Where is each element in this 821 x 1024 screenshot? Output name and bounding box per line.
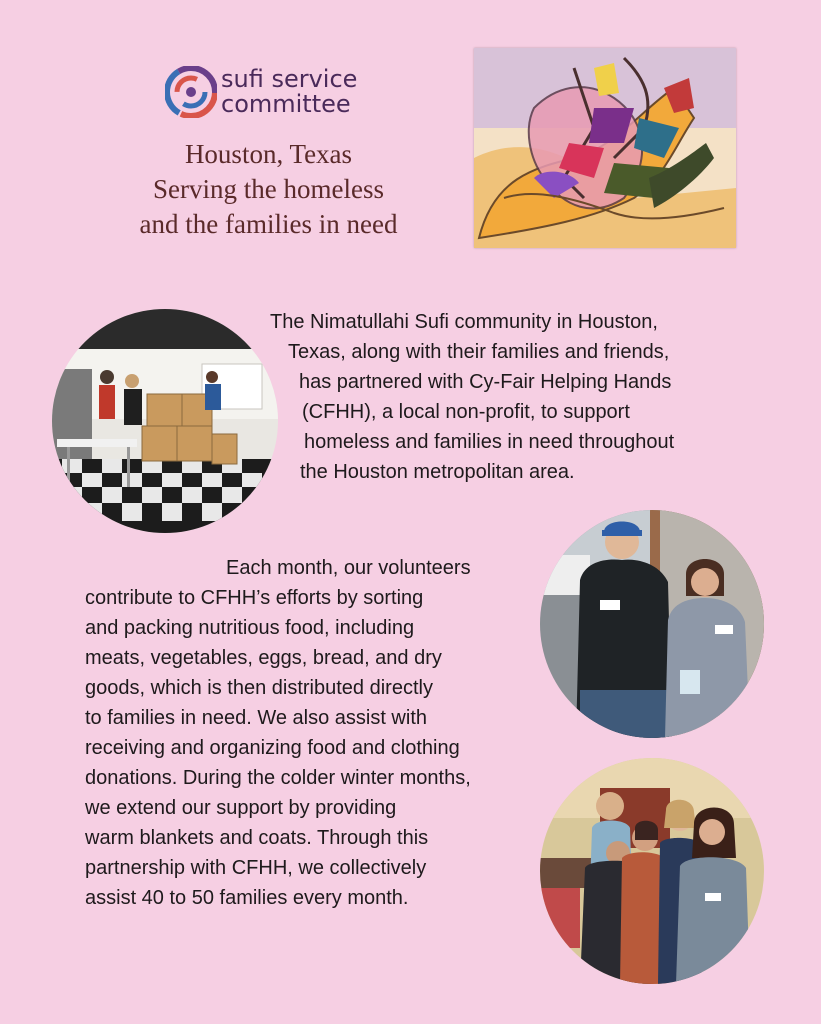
headline-line-3: and the families in need	[139, 209, 398, 239]
body-line: warm blankets and coats. Through this	[85, 827, 429, 849]
body-line: and packing nutritious food, including	[85, 617, 415, 639]
logo-line-2: committee	[221, 90, 351, 118]
headline-line-1: Houston, Texas	[184, 139, 353, 169]
intro-line: Texas, along with their families and friends,	[288, 341, 670, 363]
volunteer-group-photo	[540, 758, 764, 984]
body-line: to families in need. We also assist with	[85, 707, 428, 729]
page-headline	[96, 137, 441, 242]
warehouse-volunteers-photo	[52, 309, 278, 533]
body-line: partnership with CFHH, we collectively	[85, 857, 427, 879]
logo-line-1: sufi service	[221, 65, 358, 93]
intro-line: The Nimatullahi Sufi community in Houston,	[270, 311, 658, 333]
body-line: receiving and organizing food and clothing	[85, 737, 460, 759]
intro-line: homeless and families in need throughout	[304, 431, 675, 453]
body-line: we extend our support by providing	[85, 797, 397, 819]
body-line: meats, vegetables, eggs, bread, and dry	[85, 647, 442, 669]
intro-line: (CFHH), a local non-profit, to support	[302, 401, 630, 423]
body-line: donations. During the colder winter months,	[85, 767, 471, 789]
headline-line-2: Serving the homeless	[153, 174, 384, 204]
logo-wordmark	[221, 67, 357, 117]
intro-line: has partnered with Cy-Fair Helping Hands	[299, 371, 672, 393]
body-line: Each month, our volunteers	[226, 557, 471, 579]
intro-line: the Houston metropolitan area.	[300, 461, 575, 483]
intro-paragraph	[262, 307, 737, 487]
hands-drawing-image	[474, 48, 736, 248]
body-line: goods, which is then distributed directly	[85, 677, 433, 699]
volunteer-activities-paragraph	[85, 553, 565, 913]
body-line: contribute to CFHH’s efforts by sorting	[85, 587, 424, 609]
two-volunteers-photo	[540, 510, 764, 738]
swirl-logo-icon	[165, 66, 217, 118]
body-line: assist 40 to 50 families every month.	[85, 887, 409, 909]
sufi-service-committee-logo	[165, 66, 357, 118]
